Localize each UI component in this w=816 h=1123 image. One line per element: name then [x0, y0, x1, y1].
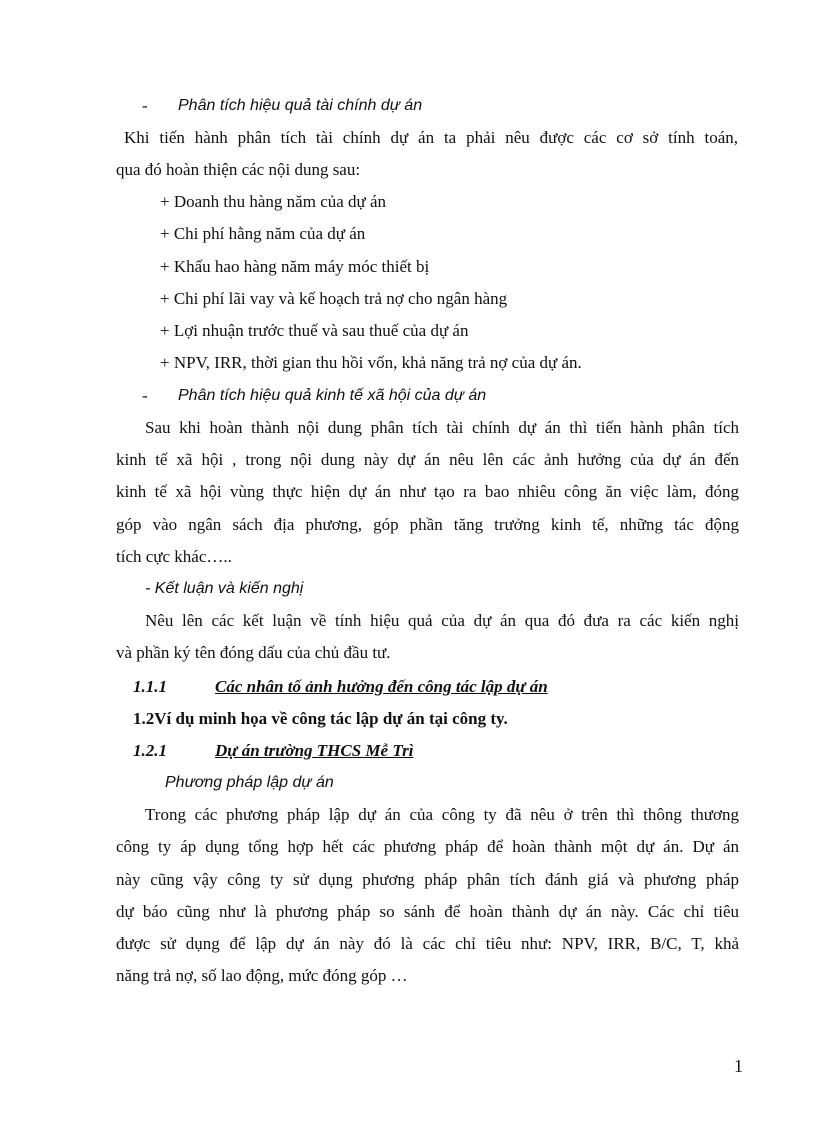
heading-number: 1.1.1: [133, 677, 167, 696]
list-item: + Doanh thu hàng năm của dự án: [160, 192, 387, 211]
list-item: + Khấu hao hàng năm máy móc thiết bị: [160, 257, 430, 276]
paragraph-line: dự báo cũng như là phương pháp so sánh để hoàn thành dự án này. Các chỉ tiêu: [116, 902, 739, 921]
heading-section-1-2: 1.2Ví dụ minh họa về công tác lập dự án tại công ty.: [133, 709, 508, 728]
paragraph-line: góp vào ngân sách địa phương, góp phần tăng trưởng kinh tế, những tác động: [116, 515, 739, 534]
paragraph-line: Sau khi hoàn thành nội dung phân tích tài chính dự án thì tiến hành phân tích: [145, 418, 739, 437]
list-item: + NPV, IRR, thời gian thu hồi vốn, khả năng trả nợ của dự án.: [160, 353, 582, 372]
paragraph-line: công ty áp dụng tổng hợp hết các phương pháp để hoàn thành một dự án. Dự án: [116, 837, 739, 856]
paragraph-line: Trong các phương pháp lập dự án của công ty đã nêu ở trên thì thông thương: [145, 805, 739, 824]
paragraph-line: kinh tế xã hội vùng thực hiện dự án như tạo ra bao nhiêu công ăn việc làm, đóng: [116, 482, 739, 501]
subheading-method: Phương pháp lập dự án: [165, 774, 334, 791]
list-item: + Lợi nhuận trước thuế và sau thuế của dự án: [160, 321, 469, 340]
paragraph-line: Khi tiến hành phân tích tài chính dự án ta phải nêu được các cơ sở tính toán,: [124, 128, 738, 147]
paragraph-line: qua đó hoàn thiện các nội dung sau:: [116, 160, 361, 179]
paragraph-line: này cũng vậy công ty sử dụng phương pháp phân tích đánh giá và phương pháp: [116, 870, 739, 889]
section-heading-conclusion: - Kết luận và kiến nghị: [145, 580, 304, 597]
paragraph-line: tích cực khác…..: [116, 547, 232, 566]
page-number: 1: [734, 1056, 743, 1076]
heading-title: Các nhân tố ảnh hưởng đến công tác lập dự án: [215, 677, 548, 696]
bullet-dash: -: [142, 386, 148, 405]
section-heading-socio: Phân tích hiệu quả kinh tế xã hội của dự án: [178, 387, 487, 404]
heading-title: Dự án trường THCS Mễ Trì: [215, 741, 414, 760]
heading-number: 1.2.1: [133, 741, 167, 760]
paragraph-line: kinh tế xã hội , trong nội dung này dự án nêu lên các ảnh hưởng của dự án đến: [116, 450, 739, 469]
bullet-dash: -: [142, 96, 148, 115]
list-item: + Chi phí hằng năm của dự án: [160, 224, 366, 243]
section-heading-financial: Phân tích hiệu quả tài chính dự án: [178, 97, 423, 114]
paragraph-line: được sử dụng để lập dự án này đó là các chỉ tiêu như: NPV, IRR, B/C, T, khả: [116, 934, 739, 953]
paragraph-line: năng trả nợ, số lao động, mức đóng góp …: [116, 966, 408, 985]
paragraph-line: và phần ký tên đóng dấu của chủ đầu tư.: [116, 643, 391, 662]
list-item: + Chi phí lãi vay và kế hoạch trả nợ cho ngân hàng: [160, 289, 508, 308]
paragraph-line: Nêu lên các kết luận về tính hiệu quả của dự án qua đó đưa ra các kiến nghị: [145, 611, 739, 630]
